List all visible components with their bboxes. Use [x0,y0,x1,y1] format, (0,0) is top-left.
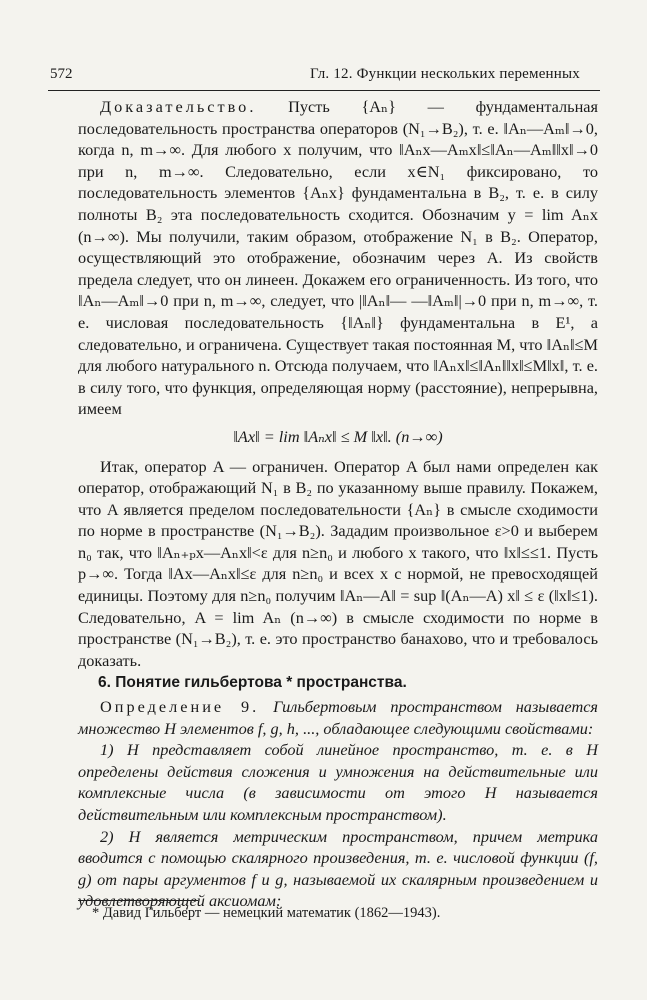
page-number: 572 [50,66,73,82]
running-title: Гл. 12. Функции нескольких переменных [310,66,580,82]
definition-text: Гильбертовым пространством называется множество H элементов f, g, h, ..., обладающее следующими свойствами: [78,697,598,738]
definition-label: Определение 9. [100,697,260,717]
page-header [50,66,598,92]
norm-formula: ‖Ax‖ = lim ‖Aₙx‖ ≤ M ‖x‖. (n→∞) [233,426,443,446]
definition-paragraph [78,696,598,739]
page-body [78,96,598,912]
proof-text: Пусть {Aₙ} — фундаментальная последовательность пространства операторов (N₁→B₂), т. е. ‖Aₙ—Aₘ‖→0, когда n, m→∞. Для любого x получим, что ‖Aₙx—Aₘx‖≤‖Aₙ—Aₘ‖‖x‖→0 при n, m→∞. Следовательно, если x∈N₁ фиксировано, то последовательность элементов {Aₙx} фундаментальна в B₂, т. е. в силу полноты B₂ эта последовательность сходится. Обозначим y = lim Aₙx (n→∞). Мы получили, таким образом, отображение N₁ в B₂. Оператор, осуществляющий это отображение, обозначим через A. Из свойств предела следует, что он линеен. Докажем его ограниченность. Из того, что ‖Aₙ—Aₘ‖→0 при n, m→∞, следует, что |‖Aₙ‖— —‖Aₘ‖|→0 при n, m→∞, т. е. числовая последовательность {‖Aₙ‖} фундаментальна в E¹, а следовательно, и ограничена. Существует такая постоянная M, что ‖Aₙ‖≤M для любого натурального n. Отсюда получаем, что ‖Aₙx‖≤‖Aₙ‖‖x‖≤M‖x‖, т. е. в силу того, что функция, определяющая норму (расстояние), непрерывна, имеем [78,97,598,419]
footnote: * Давид Гильберт — немецкий математик (1862—1943). [92,905,441,921]
section-heading: 6. Понятие гильбертова * пространства. [98,674,407,692]
proof-label: Доказательство. [100,97,257,116]
header-rule [48,90,600,91]
proof-paragraph [78,96,598,420]
property-1: 1) H представляет собой линейное пространство, т. е. в H определены действия сложения и умножения на действительные или комплексные числа (в зависимости от этого H называется действительным или комплексным пространством). [78,740,598,824]
conclusion-paragraph: Итак, оператор A — ограничен. Оператор A был нами определен как оператор, отображающий N₁ в B₂ по указанному выше правилу. Покажем, что A является пределом последовательности {Aₙ} в смысле сходимости по норме в пространстве (N₁→B₂). Зададим произвольное ε>0 и выберем n₀ так, что ‖Aₙ₊ₚx—Aₙx‖<ε для n≥n₀ и любого x такого, что ‖x‖≤≤1. Пусть p→∞. Тогда ‖Ax—Aₙx‖≤ε для n≥n₀ и всех x с нормой, не превосходящей единицы. Поэтому для n≥n₀ получим ‖Aₙ—A‖ = sup ‖(Aₙ—A) x‖ ≤ ε (‖x‖≤1). Следовательно, A = lim Aₙ (n→∞) в смысле сходимости по норме в пространстве (N₁→B₂), т. е. это пространство банахово, что и требовалось доказать. [78,456,598,670]
property-2: 2) H является метрическим пространством, причем метрика вводится с помощью скалярного произведения, т. е. числовой функции (f, g) от пары аргументов f и g, называемой их скалярным произведением и удовлетворяющей аксиомам: [78,826,598,911]
footnote-rule [78,900,198,901]
